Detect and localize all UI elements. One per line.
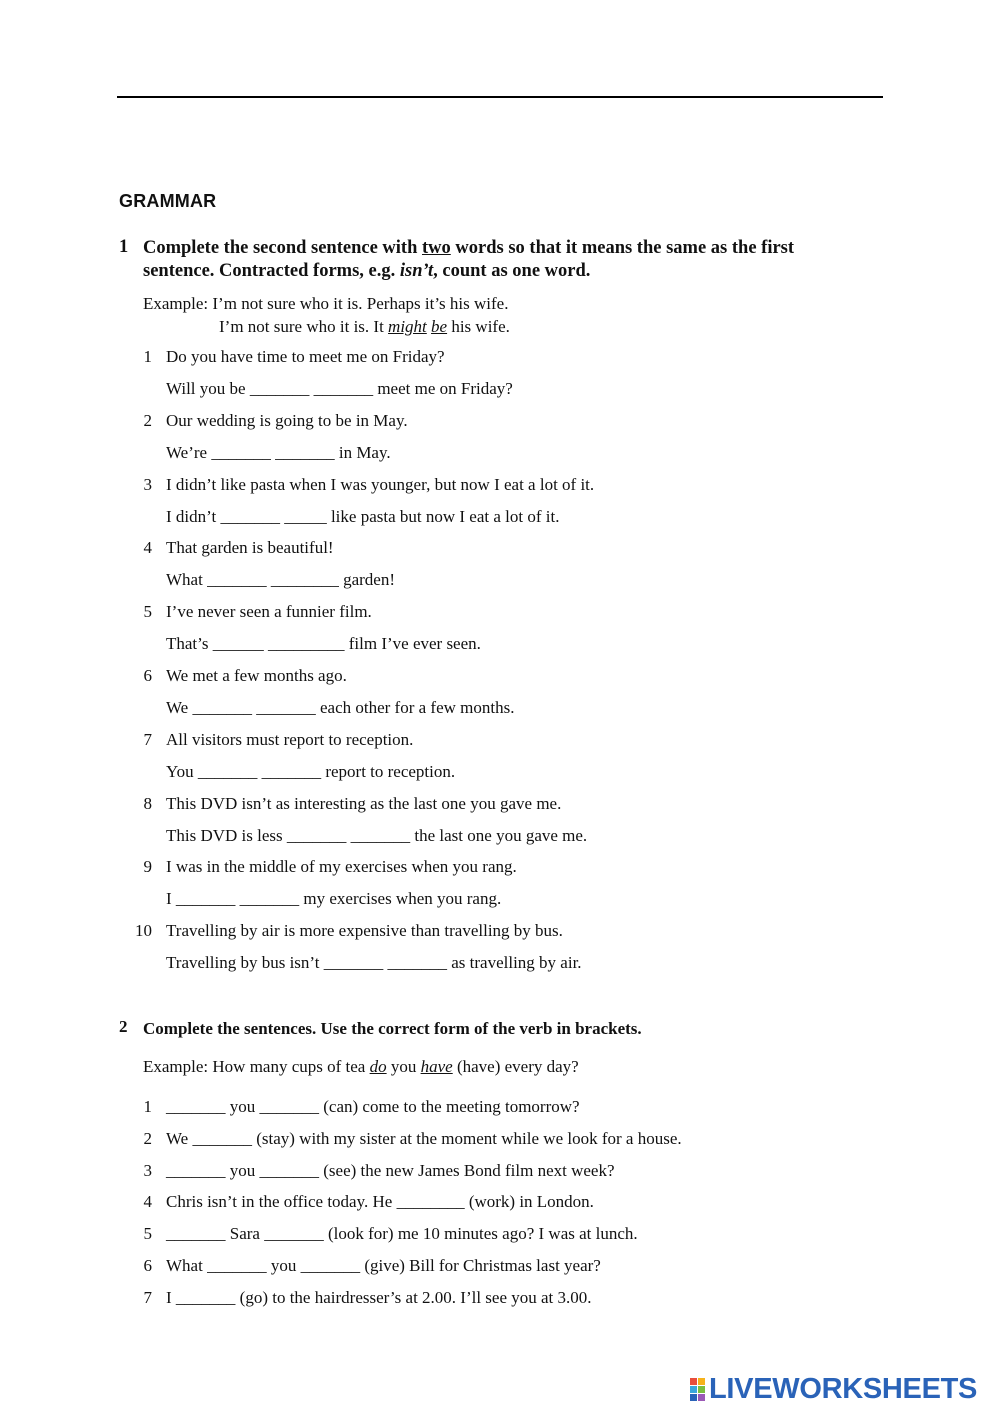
logo-text: LIVEWORKSHEETS [709,1372,978,1405]
example-might: might [388,317,427,336]
item-sentence: We met a few months ago. [166,666,347,685]
example-text: Example: How many cups of tea [143,1057,370,1076]
item-number: 3 [143,475,152,494]
item-rewrite[interactable]: Travelling by bus isn’t _______ _______ as travelling by air. [166,953,582,972]
example-text: you [386,1057,421,1076]
item-rewrite[interactable]: We’re _______ _______ in May. [166,443,391,462]
item-sentence: Our wedding is going to be in May. [166,411,408,430]
item-sentence: I didn’t like pasta when I was younger, but now I eat a lot of it. [166,475,595,494]
item-number: 10 [135,921,152,940]
item-sentence[interactable]: We _______ (stay) with my sister at the moment while we look for a house. [166,1129,682,1148]
item-number: 5 [143,1224,152,1243]
exercise-1-example-line-1: Example: I’m not sure who it is. Perhaps it’s his wife. [143,294,509,313]
instruction-two: two [422,238,451,258]
item-sentence[interactable]: What _______ you _______ (give) Bill for Christmas last year? [166,1256,601,1275]
logo-square [690,1378,697,1385]
item-rewrite[interactable]: That’s ______ _________ film I’ve ever seen. [166,634,481,653]
example-have: have [420,1057,453,1076]
item-number: 3 [143,1161,152,1180]
item-rewrite[interactable]: I didn’t _______ _____ like pasta but now I eat a lot of it. [166,507,560,526]
item-number: 7 [143,1288,152,1307]
exercise-1-example-line-2 [219,317,510,337]
item-number: 4 [143,538,152,557]
item-rewrite[interactable]: This DVD is less _______ _______ the last one you gave me. [166,826,588,845]
item-number: 1 [143,347,152,366]
liveworksheets-logo [690,1372,977,1406]
logo-square [690,1394,697,1401]
item-sentence: All visitors must report to reception. [166,730,414,749]
instruction-text: Complete the second sentence with [143,238,422,258]
item-number: 2 [143,411,152,430]
item-sentence[interactable]: I _______ (go) to the hairdresser’s at 2.00. I’ll see you at 3.00. [166,1288,592,1307]
item-rewrite[interactable]: What _______ ________ garden! [166,570,395,589]
logo-square [698,1394,705,1401]
item-sentence[interactable]: _______ you _______ (can) come to the meeting tomorrow? [166,1097,580,1116]
header-rule [117,96,883,98]
logo-square [698,1386,705,1393]
item-sentence[interactable]: _______ you _______ (see) the new James Bond film next week? [166,1161,615,1180]
item-sentence: This DVD isn’t as interesting as the last one you gave me. [166,794,562,813]
instruction-text: , count as one word. [433,261,591,281]
item-number: 7 [143,730,152,749]
section-title: GRAMMAR [119,191,217,211]
item-sentence: That garden is beautiful! [166,538,334,557]
exercise-2-example [143,1057,579,1077]
item-number: 1 [143,1097,152,1116]
item-sentence: I was in the middle of my exercises when you rang. [166,857,517,876]
logo-square [690,1386,697,1393]
item-sentence[interactable]: _______ Sara _______ (look for) me 10 minutes ago? I was at lunch. [166,1224,638,1243]
logo-square [698,1378,705,1385]
item-number: 4 [143,1192,152,1211]
example-text: I’m not sure who it is. It [219,317,389,336]
instruction-text: sentence. Contracted forms, e.g. [143,261,400,281]
instruction-text: words so that it means the same as the first [450,238,795,258]
example-text: (have) every day? [452,1057,579,1076]
item-rewrite[interactable]: I _______ _______ my exercises when you rang. [166,889,502,908]
item-rewrite[interactable]: We _______ _______ each other for a few months. [166,698,515,717]
exercise-2-number: 2 [119,1017,128,1036]
item-number: 6 [143,666,152,685]
exercise-2-instruction: Complete the sentences. Use the correct form of the verb in brackets. [143,1019,642,1038]
example-text: his wife. [447,317,510,336]
example-be: be [431,317,448,336]
item-number: 9 [143,857,152,876]
logo-mark-icon [690,1378,705,1401]
item-number: 6 [143,1256,152,1275]
item-rewrite[interactable]: Will you be _______ _______ meet me on Friday? [166,379,513,398]
exercise-1-instruction [143,237,888,283]
item-sentence: I’ve never seen a funnier film. [166,602,372,621]
exercise-1-number: 1 [119,237,129,257]
item-number: 5 [143,602,152,621]
item-number: 8 [143,794,152,813]
instruction-isnt: isn’t [399,261,434,281]
item-rewrite[interactable]: You _______ _______ report to reception. [166,762,456,781]
example-do: do [369,1057,387,1076]
item-number: 2 [143,1129,152,1148]
item-sentence: Do you have time to meet me on Friday? [166,347,445,366]
item-sentence[interactable]: Chris isn’t in the office today. He ________ (work) in London. [166,1192,594,1211]
item-sentence: Travelling by air is more expensive than travelling by bus. [166,921,563,940]
